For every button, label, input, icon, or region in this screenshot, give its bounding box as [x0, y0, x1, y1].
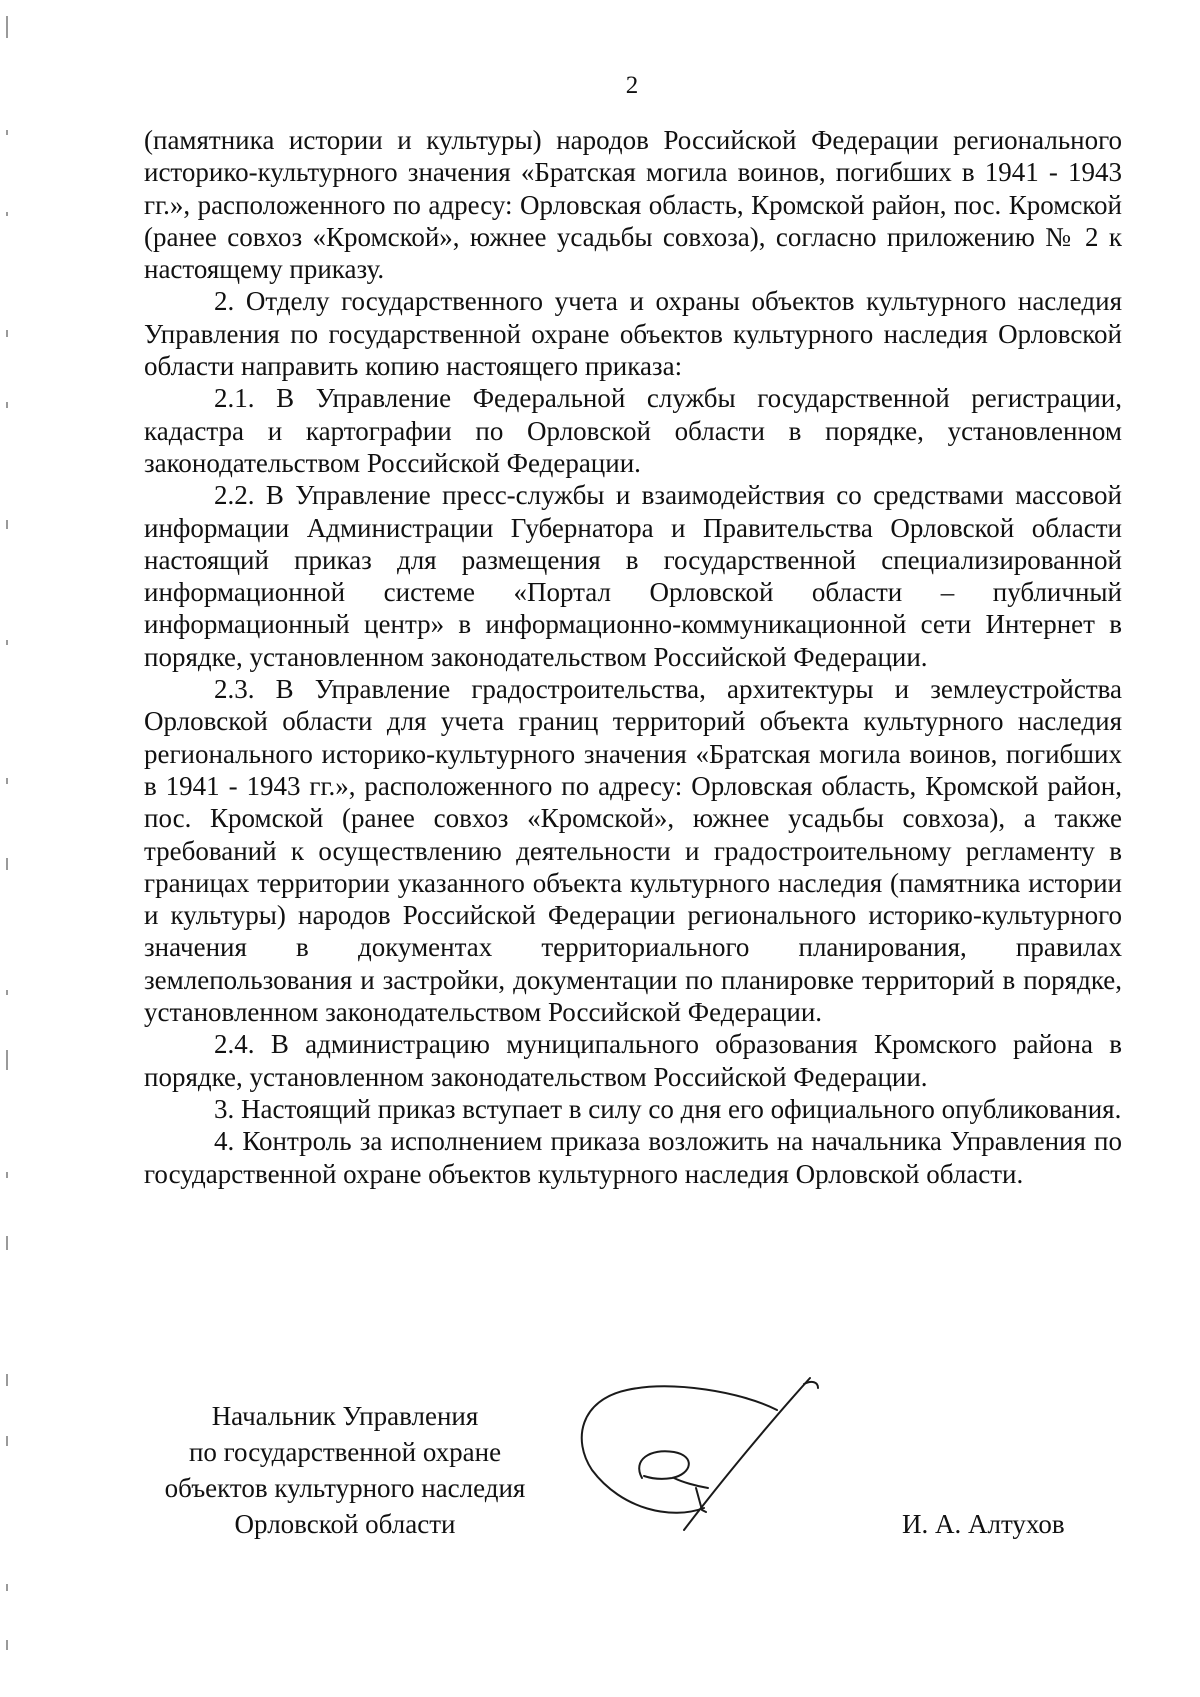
- position-line-3: объектов культурного наследия: [164, 1473, 526, 1503]
- signer-name: И. А. Алтухов: [902, 1509, 1065, 1539]
- paragraph-item-2-1: 2.1. В Управление Федеральной службы государственной регистрации, кадастра и картографии по Орловской области в порядке, установленном законодательством Российской Федерации.: [144, 383, 1122, 478]
- document-body: [144, 124, 1122, 1190]
- paragraph-item-2-2: 2.2. В Управление пресс-службы и взаимодействия со средствами массовой информации Администрации Губернатора и Правительства Орловской области настоящий приказ для размещения в государственной специализированной информационной системе «Портал Орловской области – публичный информационный центр» в информационно-коммуникационной сети Интернет в порядке, установленном законодательством Российской Федерации.: [144, 480, 1122, 672]
- scan-margin-marks: [4, 0, 12, 1697]
- paragraph-item-3: 3. Настоящий приказ вступает в силу со дня его официального опубликования.: [214, 1093, 1122, 1124]
- page-number: 2: [625, 72, 639, 99]
- position-line-1: Начальник Управления: [211, 1401, 479, 1431]
- paragraph-item-2-4: 2.4. В администрацию муниципального образования Кромского района в порядке, установленном законодательством Российской Федерации.: [144, 1029, 1122, 1092]
- paragraph-item-2: 2. Отделу государственного учета и охраны объектов культурного наследия Управления по государственной охране объектов культурного наследия Орловской области направить копию настоящего приказа:: [144, 286, 1122, 382]
- handwritten-signature: [572, 1360, 852, 1560]
- paragraph-continuation: (памятника истории и культуры) народов Российской Федерации регионального историко-культурного значения «Братская могила воинов, погибших в 1941 - 1943 гг.», расположенного по адресу: Орловская область, Кромской район, пос. Кромской (ранее совхоз «Кромской», южнее усадьбы совхоза), согласно приложению № 2 к настоящему приказу.: [144, 125, 1122, 285]
- position-line-2: по государственной охране: [188, 1437, 502, 1467]
- position-line-4: Орловской области: [234, 1509, 456, 1539]
- signatory-position: [140, 1398, 550, 1542]
- paragraph-item-4: 4. Контроль за исполнением приказа возложить на начальника Управления по государственной охране объектов культурного наследия Орловской области.: [144, 1126, 1122, 1189]
- paragraph-item-2-3: 2.3. В Управление градостроительства, архитектуры и землеустройства Орловской области для учета границ территорий объекта культурного наследия регионального историко-культурного значения «Братская могила воинов, погибших в 1941 - 1943 гг.», расположенного по адресу: Орловская область, Кромской район, пос. Кромской (ранее совхоз «Кромской», южнее усадьбы совхоза), а также требований к осуществлению деятельности и градостроительному регламенту в границах территории указанного объекта культурного наследия (памятника истории и культуры) народов Российской Федерации регионального историко-культурного значения в документах территориального планирования, правилах землепользования и застройки, документации по планировке территорий в порядке, установленном законодательством Российской Федерации.: [144, 674, 1122, 1028]
